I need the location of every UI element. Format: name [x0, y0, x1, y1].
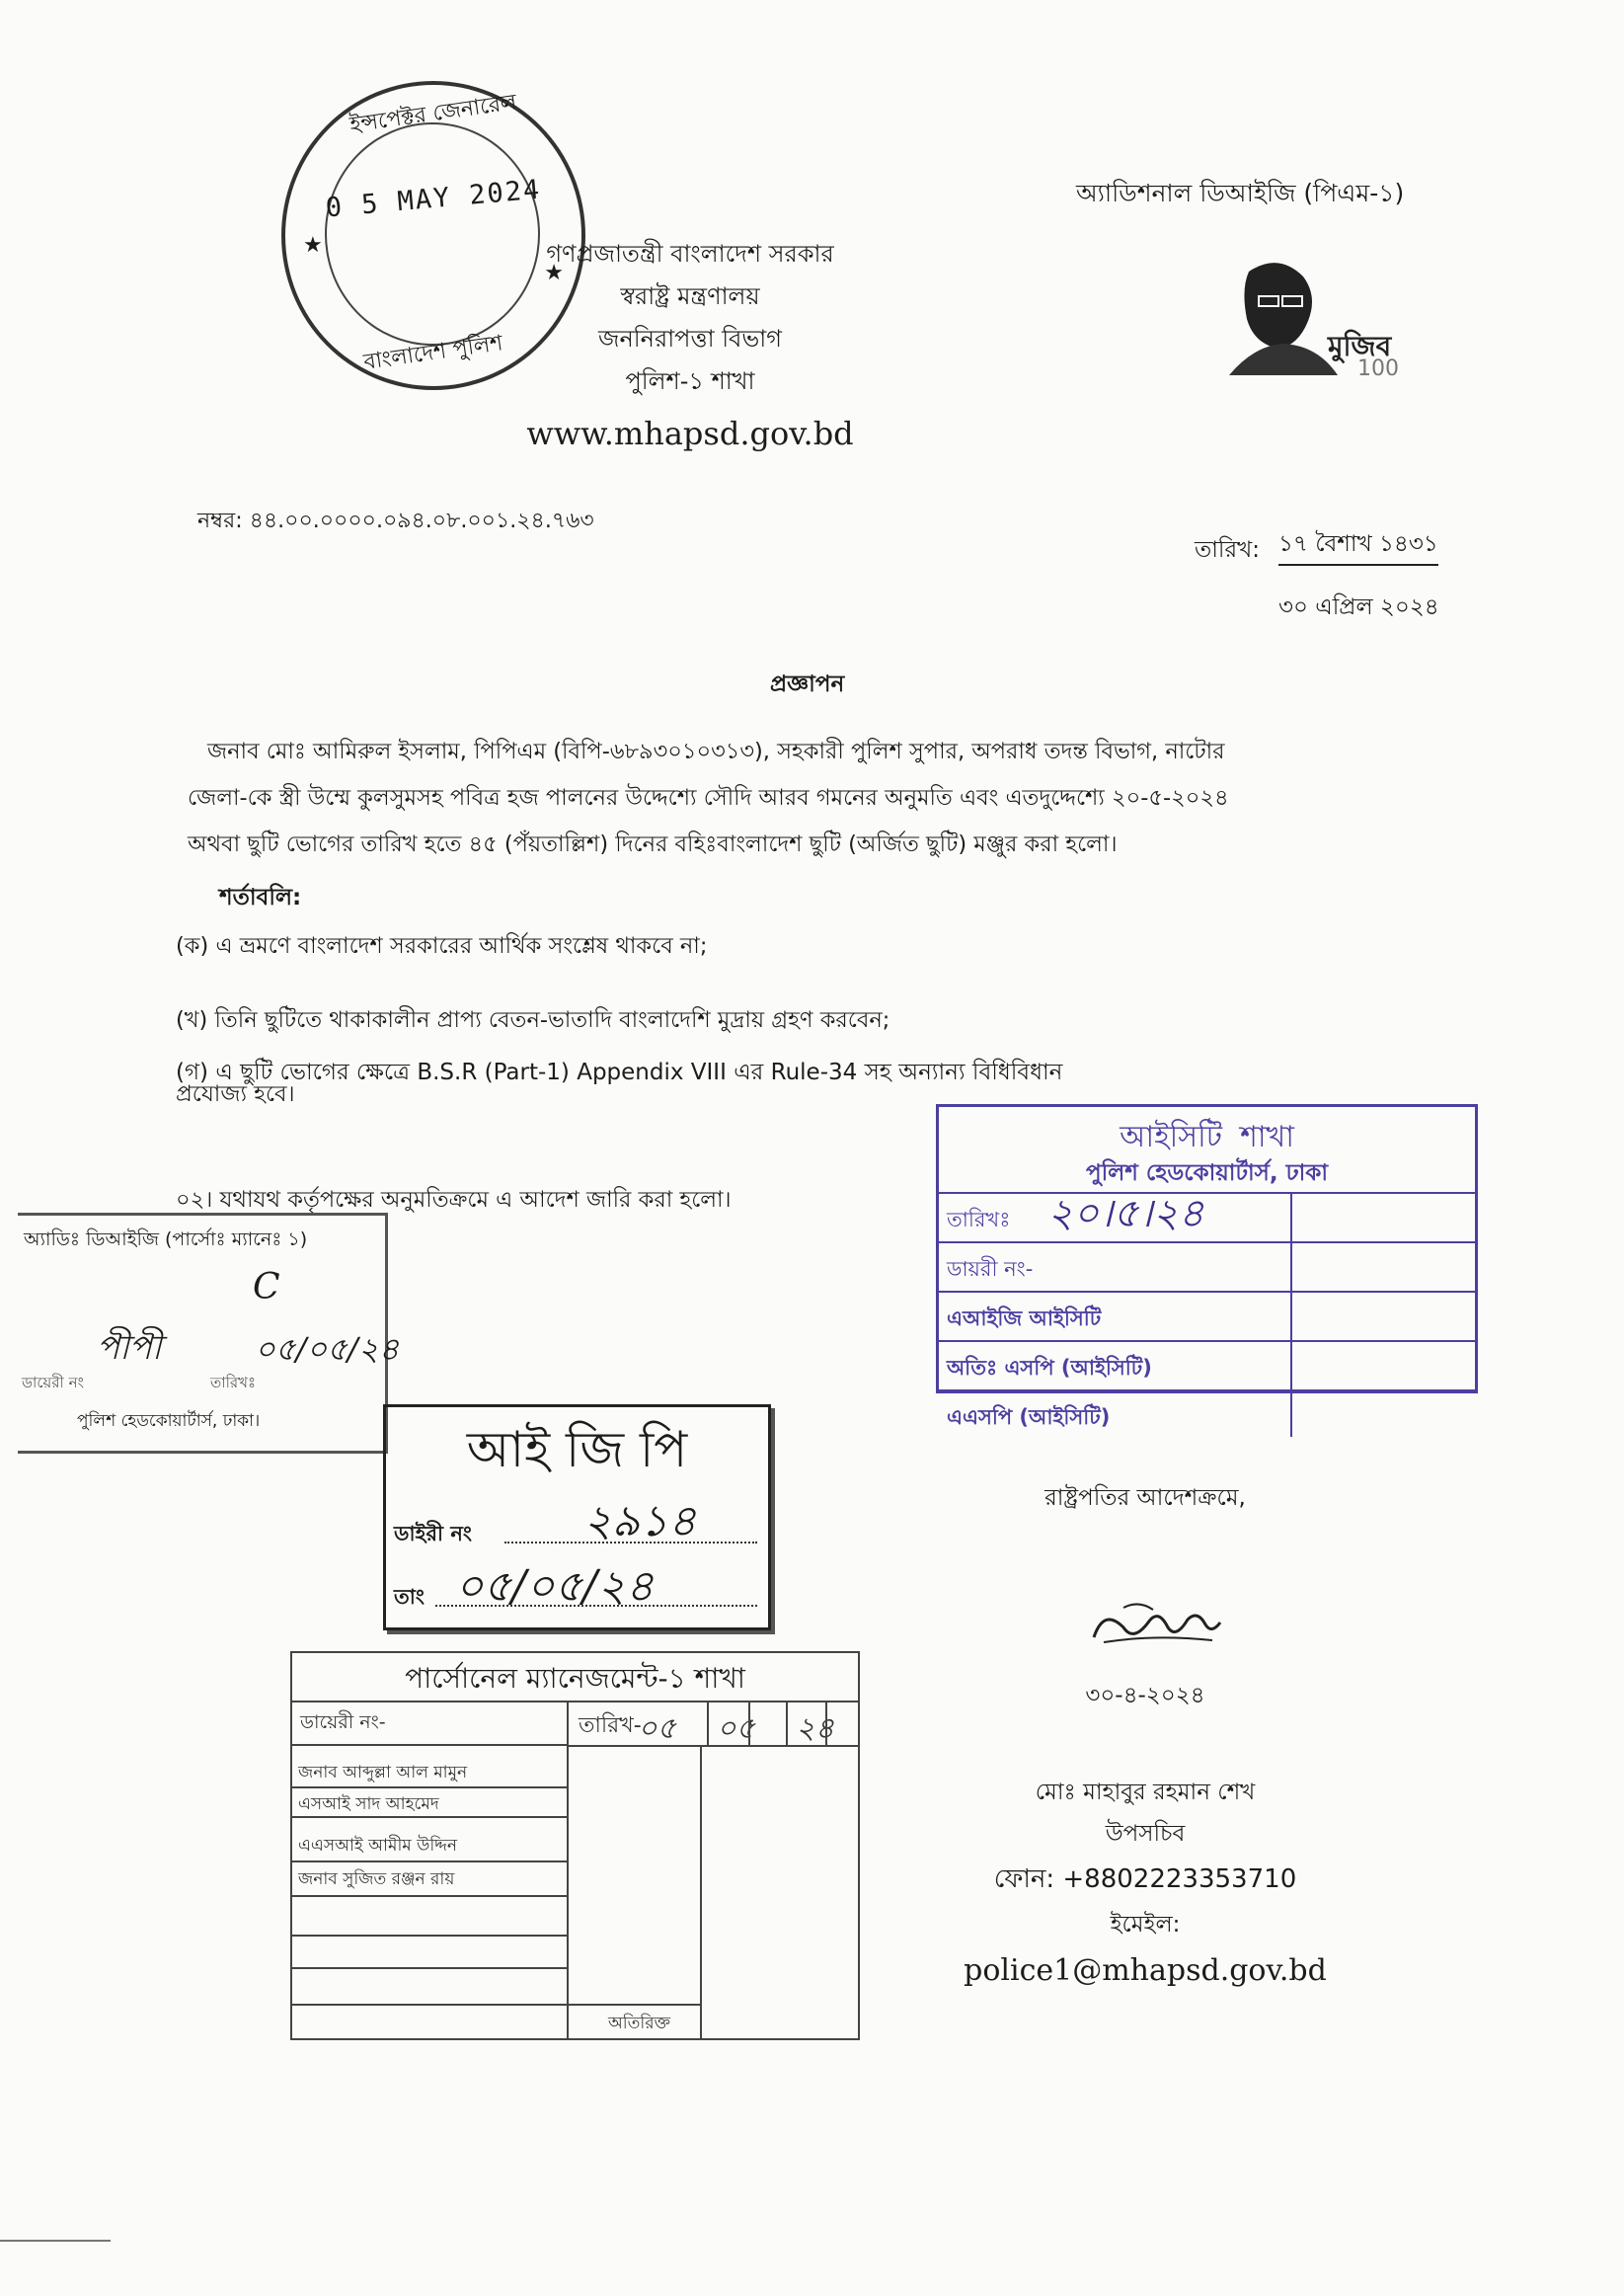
register-date-label: তারিখ-	[579, 1713, 642, 1738]
signatory-phone: ফোন: +8802223353710	[993, 1864, 1297, 1894]
seal-date: 0 5 MAY 2024	[324, 174, 543, 224]
ict-row-date	[939, 1192, 1475, 1241]
igp-receipt-box	[383, 1404, 771, 1630]
receipt-title: অ্যাডিঃ ডিআইজি (পার্সোঃ ম্যানেঃ ১)	[24, 1228, 308, 1250]
ict-stamp-title: আইসিটি শাখা	[1120, 1120, 1294, 1154]
signatory-designation: উপসচিব	[1105, 1821, 1186, 1847]
register-rule	[292, 1935, 567, 1937]
seal-bottom-text: বাংলাদেশ পুলিশ	[361, 331, 504, 375]
presidential-order-line: রাষ্ট্রপতির আদেশক্রমে,	[1044, 1485, 1246, 1511]
ict-row-aig	[939, 1291, 1475, 1340]
margin-mark	[0, 2240, 111, 2242]
register-rule	[567, 1701, 569, 2038]
register-rule	[786, 1701, 788, 1745]
svg-text:100: 100	[1357, 356, 1399, 381]
register-date-day: ০৫	[638, 1711, 676, 1746]
receipt-hand-date: ০৫/০৫/২৪	[255, 1330, 400, 1368]
register-date-month: ০৫	[717, 1711, 755, 1746]
star-icon: ★	[303, 233, 323, 258]
condition-item: (খ) তিনি ছুটিতে থাকাকালীন প্রাপ্য বেতন-ভাতাদি বাংলাদেশি মুদ্রায় গ্রহণ করবেন;	[176, 1007, 890, 1033]
date-english: ৩০ এপ্রিল ২০২৪	[1278, 594, 1439, 620]
ict-row-asp	[939, 1389, 1475, 1437]
body-line: জনাব মোঃ আমিরুল ইসলাম, পিপিএম (বিপি-৬৮৯৩০১০৩১৩), সহকারী পুলিশ সুপার, অপরাধ তদন্ত বিভাগ, নাটোর	[207, 739, 1225, 764]
personnel-management-register	[290, 1651, 860, 2040]
receipt-hand-name: পীপী	[97, 1328, 162, 1368]
memo-number: নম্বর: ৪৪.০০.০০০০.০৯৪.০৮.০০১.২৪.৭৬৩	[197, 509, 594, 533]
body-line: জেলা-কে স্ত্রী উম্মে কুলসুমসহ পবিত্র হজ পালনের উদ্দেশ্যে সৌদি আরব গমনের অনুমতি এবং এতদুদ্দেশ্যে ২০-৫-২০২৪	[188, 785, 1229, 811]
receipt-date-label: তারিখঃ	[210, 1374, 256, 1391]
register-rule	[292, 1895, 567, 1897]
letterhead-line: জননিরাপত্তা বিভাগ	[598, 325, 782, 353]
signature-image	[1084, 1598, 1232, 1657]
date-label: তারিখ:	[1195, 537, 1261, 563]
condition-item: (গ) এ ছুটি ভোগের ক্ষেত্রে B.S.R (Part-1) Appendix VIII এর Rule-34 সহ অন্যান্য বিধিবিধান	[176, 1060, 1063, 1085]
ict-row-label: এএসপি (আইসিটি)	[947, 1405, 1111, 1429]
register-rule	[292, 1816, 567, 1818]
register-rule	[292, 1967, 567, 1969]
seal-top-text: ইন্সপেক্টর জেনারেল	[348, 90, 518, 138]
register-rule	[567, 2004, 700, 2006]
register-rule	[707, 1701, 709, 1745]
igp-diary-value: ২৯১৪	[583, 1496, 697, 1546]
ict-row-diary	[939, 1241, 1475, 1291]
addl-dig-note: অ্যাডিশনাল ডিআইজি (পিএম-১)	[1076, 179, 1405, 207]
register-date-year: ২৪	[796, 1711, 834, 1746]
ict-branch-stamp	[936, 1104, 1478, 1429]
condition-item: (ক) এ ভ্রমণে বাংলাদেশ সরকারের আর্থিক সংশ্লেষ থাকবে না;	[176, 933, 708, 959]
register-title: পার্সোনেল ম্যানেজমেন্ট-১ শাখা	[405, 1662, 745, 1695]
ict-stamp-subtitle: পুলিশ হেডকোয়ার্টার্স, ঢাকা	[1085, 1160, 1329, 1186]
svg-text:মুজিব: মুজিব	[1328, 330, 1392, 362]
register-rule	[292, 2004, 567, 2006]
ict-stamp-grid	[939, 1192, 1475, 1437]
register-name: এএসআই আমীম উদ্দিন	[298, 1836, 457, 1856]
register-rule	[567, 1745, 858, 1747]
ict-row-addl-sp	[939, 1340, 1475, 1389]
register-rule	[292, 1861, 567, 1862]
date-bangla: ১৭ বৈশাখ ১৪৩১	[1278, 525, 1438, 566]
receipt-footer: পুলিশ হেডকোয়ার্টার্স, ঢাকা।	[77, 1411, 261, 1431]
register-rule	[292, 1701, 858, 1702]
body-line: অথবা ছুটি ভোগের তারিখ হতে ৪৫ (পঁয়তাল্লিশ) দিনের বহিঃবাংলাদেশ ছুটি (অর্জিত ছুটি) মঞ্জুর করা হলো।	[188, 831, 1118, 857]
signature-date: ৩০-৪-২০২৪	[1085, 1683, 1205, 1708]
ict-handwritten-date: ২০।৫।২৪	[1047, 1191, 1204, 1236]
letterhead-line: স্বরাষ্ট্র মন্ত্রণালয়	[620, 282, 760, 310]
ict-row-label: ডায়রী নং-	[947, 1257, 1034, 1281]
paragraph-two: ০২। যথাযথ কর্তৃপক্ষের অনুমতিক্রমে এ আদেশ জারি করা হলো।	[176, 1187, 732, 1213]
website: www.mhapsd.gov.bd	[526, 415, 854, 452]
igp-date-label: তাং	[394, 1585, 425, 1609]
igp-date-value: ০৫/০৫/২৪	[455, 1561, 655, 1612]
mujib-100-logo	[1209, 252, 1399, 381]
letterhead	[433, 233, 947, 403]
register-name: জনাব সুজিত রঞ্জন রায়	[298, 1869, 455, 1889]
igp-diary-label: ডাইরী নং	[394, 1522, 472, 1545]
register-rule	[700, 1745, 702, 2038]
register-rule	[292, 1744, 567, 1746]
letterhead-line: গণপ্রজাতন্ত্রী বাংলাদেশ সরকার	[546, 240, 834, 268]
register-name: জনাব আব্দুল্লা আল মামুন	[298, 1763, 468, 1782]
igp-title: আই জি পি	[466, 1421, 688, 1478]
conditions-heading: শর্তাবলি:	[219, 885, 302, 910]
receipt-diary-label: ডায়েরী নং	[22, 1374, 84, 1391]
register-rule	[292, 1786, 567, 1788]
ict-row-label: অতিঃ এসপি (আইসিটি)	[947, 1356, 1152, 1380]
signatory-email-label: ইমেইল:	[1110, 1912, 1181, 1938]
addl-dig-receipt-box	[18, 1213, 400, 1454]
signatory-email: police1@mhapsd.gov.bd	[964, 1953, 1327, 1988]
condition-continuation: প্রযোজ্য হবে।	[176, 1081, 295, 1107]
document-title: প্রজ্ঞাপন	[770, 672, 845, 697]
letterhead-line: পুলিশ-১ শাখা	[625, 367, 755, 395]
register-name: এসআই সাদ আহমেদ	[298, 1794, 439, 1814]
receipt-mark: C	[253, 1267, 280, 1307]
signatory-name: মোঃ মাহাবুর রহমান শেখ	[1035, 1780, 1256, 1805]
star-icon: ★	[544, 261, 564, 285]
register-diary-label: ডায়েরী নং-	[300, 1711, 386, 1733]
ict-row-label: এআইজি আইসিটি	[947, 1306, 1102, 1330]
register-footer-label: অতিরিক্ত	[608, 2014, 671, 2033]
register-rule	[748, 1701, 750, 1745]
register-rule	[825, 1701, 827, 1745]
ict-row-label: তারিখঃ	[947, 1208, 1011, 1231]
